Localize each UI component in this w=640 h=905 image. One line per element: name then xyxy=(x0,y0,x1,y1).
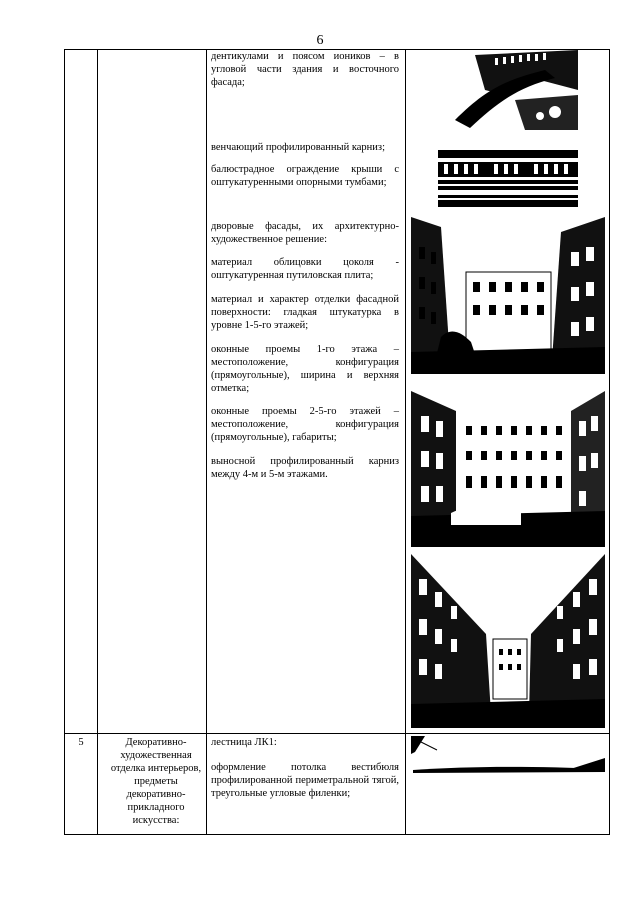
paragraph-projecting-cornice: выносной профилированный карниз между 4-м и 5-м этажами. xyxy=(211,456,399,480)
cornice-dentils-photo xyxy=(445,50,578,130)
paragraph-cornice: венчающий профилированный карниз; xyxy=(211,142,385,153)
paragraph-plinth-material: материал облицовки цоколя - оштукатуренная путиловская плита; xyxy=(211,257,399,281)
courtyard-facade-photo-2 xyxy=(411,391,605,547)
courtyard-facade-photo-1 xyxy=(411,217,605,374)
paragraph-vestibule-ceiling: оформление потолка вестибюля профилированной периметральной тягой, треугольные угловые филенки; xyxy=(211,762,399,799)
row-5-number: 5 xyxy=(78,737,84,748)
paragraph-windows-floors2-5: оконные проемы 2-5-го этажей – местоположение, конфигурация (прямоугольные), габариты; xyxy=(211,406,399,443)
table-border-bottom xyxy=(64,834,610,835)
paragraph-staircase: лестница ЛК1: xyxy=(211,737,277,748)
table-border-col3 xyxy=(405,49,406,834)
balustrade-photo xyxy=(438,150,578,207)
paragraph-facade-finish: материал и характер отделки фасадной поверхности: гладкая штукатурка в уровне 1-5-го этажей; xyxy=(211,294,399,331)
paragraph-dentils: дентикулами и поясом иоников – в угловой части здания и восточного фасада; xyxy=(211,51,399,88)
table-row-divider xyxy=(64,733,610,734)
row-5-name: Декоративно-художественная отделка интерьеров, предметы декоративно-прикладного искусства: xyxy=(110,737,202,826)
vestibule-ceiling-photo xyxy=(411,736,605,780)
table-border-right xyxy=(609,49,610,834)
table-border-col1 xyxy=(97,49,98,834)
paragraph-balustrade: балюстрадное ограждение крыши с оштукатуренными опорными тумбами; xyxy=(211,164,399,188)
courtyard-street-photo xyxy=(411,554,605,728)
paragraph-windows-floor1: оконные проемы 1-го этажа – местоположение, конфигурация (прямоугольные), ширина и верхняя отметка; xyxy=(211,344,399,394)
page-number: 6 xyxy=(316,33,324,48)
paragraph-courtyard-facades: дворовые фасады, их архитектурно-художественное решение: xyxy=(211,221,399,245)
table-border-col2 xyxy=(206,49,207,834)
table-border-left xyxy=(64,49,65,834)
